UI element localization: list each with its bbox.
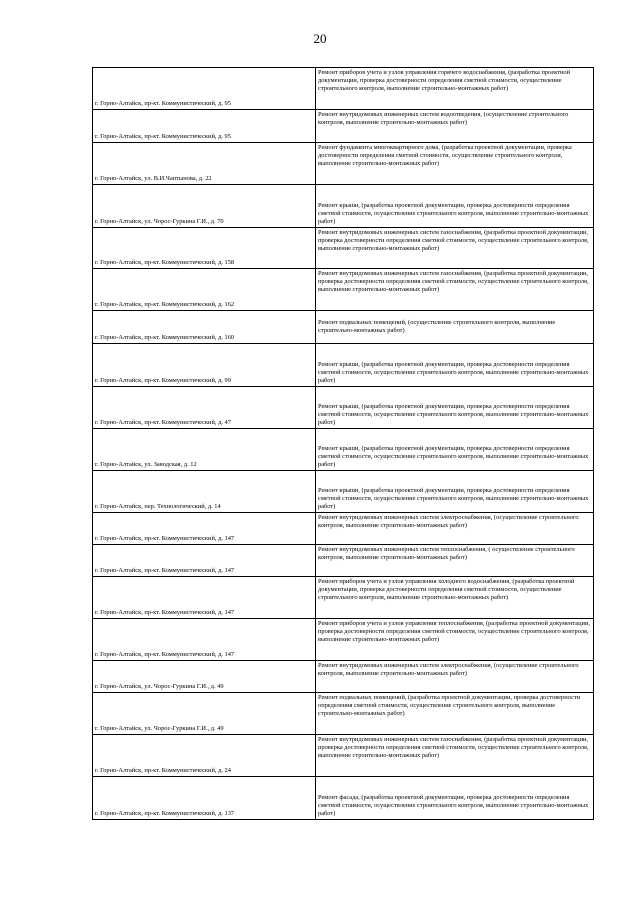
table-row <box>93 619 594 661</box>
address-cell: г. Горно-Алтайск, ул. Чорос-Гуркина Г.И., д. 49 <box>93 693 316 735</box>
work-cell: Ремонт внутридомовых инженерных систем электроснабжения, (осуществление строительного контроля, выполнение строительно-монтажных работ) <box>316 513 594 545</box>
work-cell: Ремонт крыши, (разработка проектной документации, проверка достоверности определения сметной стоимости, осуществление строительного контроля, выполнение строительно-монтажных работ) <box>316 429 594 471</box>
work-cell: Ремонт подвальных помещений, (разработка проектной документации, проверка достоверности определения сметной стоимости, осуществление строительного контроля, выполнение строительно-монтажных работ) <box>316 693 594 735</box>
address-cell: г. Горно-Алтайск, ул. Чорос-Гуркина Г.И., д. 49 <box>93 661 316 693</box>
table-row <box>93 68 594 110</box>
repair-works-table <box>92 67 594 820</box>
table-row <box>93 513 594 545</box>
address-cell: г. Горно-Алтайск, ул. В.И.Чаптынова, д. 22 <box>93 143 316 185</box>
work-cell: Ремонт приборов учета и узлов управления теплоснабжения, (разработка проектной документации, проверка достоверности определения сметной стоимости, осуществление строительного контроля, выполнение строительно-монтажных работ) <box>316 619 594 661</box>
address-cell: г. Горно-Алтайск, пр-кт. Коммунистический, д. 147 <box>93 545 316 577</box>
address-cell: г. Горно-Алтайск, пр-кт. Коммунистический, д. 99 <box>93 344 316 387</box>
address-cell: г. Горно-Алтайск, пр-кт. Коммунистический, д. 47 <box>93 387 316 429</box>
table-row <box>93 228 594 269</box>
work-cell: Ремонт фундамента многоквартирного дома, (разработка проектной документации, проверка достоверности определения сметной стоимости, осуществление строительного контроля, выполнение строительно-монтажных работ) <box>316 143 594 185</box>
work-cell: Ремонт фасада, (разработка проектной документации, проверка достоверности определения сметной стоимости, осуществление строительного контроля, выполнение строительно-монтажных работ) <box>316 777 594 820</box>
work-cell: Ремонт внутридомовых инженерных систем газоснабжения, (разработка проектной документации, проверка достоверности определения сметной стоимости, осуществление строительного контроля, выполнение строительно-монтажных работ) <box>316 735 594 777</box>
table-row <box>93 471 594 513</box>
table-row <box>93 344 594 387</box>
address-cell: г. Горно-Алтайск, пер. Технологический, д. 14 <box>93 471 316 513</box>
address-cell: г. Горно-Алтайск, ул. Чорос-Гуркина Г.И., д. 70 <box>93 185 316 228</box>
address-cell: г. Горно-Алтайск, пр-кт. Коммунистический, д. 147 <box>93 577 316 619</box>
table-row <box>93 429 594 471</box>
work-cell: Ремонт крыши, (разработка проектной документации, проверка достоверности определения сметной стоимости, осуществление строительного контроля, выполнение строительно-монтажных работ) <box>316 185 594 228</box>
address-cell: г. Горно-Алтайск, пр-кт. Коммунистический, д. 162 <box>93 269 316 311</box>
address-cell: г. Горно-Алтайск, ул. Заводская, д. 12 <box>93 429 316 471</box>
work-cell: Ремонт крыши, (разработка проектной документации, проверка достоверности определения сметной стоимости, осуществление строительного контроля, выполнение строительно-монтажных работ) <box>316 344 594 387</box>
work-cell: Ремонт крыши, (разработка проектной документации, проверка достоверности определения сметной стоимости, осуществление строительного контроля, выполнение строительно-монтажных работ) <box>316 471 594 513</box>
work-cell: Ремонт внутридомовых инженерных систем газоснабжения, (разработка проектной документации, проверка достоверности определения сметной стоимости, осуществление строительного контроля, выполнение строительно-монтажных работ) <box>316 228 594 269</box>
work-cell: Ремонт приборов учета и узлов управления холодного водоснабжения, (разработка проектной документации, проверка достоверности определения сметной стоимости, осуществление строительного контроля, выполнение строительно-монтажных работ) <box>316 577 594 619</box>
table-row <box>93 185 594 228</box>
table-row <box>93 269 594 311</box>
table-body <box>93 68 594 820</box>
address-cell: г. Горно-Алтайск, пр-кт. Коммунистический, д. 95 <box>93 110 316 143</box>
page-number: 20 <box>313 31 327 46</box>
table-row <box>93 577 594 619</box>
address-cell: г. Горно-Алтайск, пр-кт. Коммунистический, д. 137 <box>93 777 316 820</box>
work-cell: Ремонт подвальных помещений, (осуществление строительного контроля, выполнение строительно-монтажных работ) <box>316 311 594 344</box>
work-cell: Ремонт внутридомовых инженерных систем газоснабжения, (разработка проектной документации, проверка достоверности определения сметной стоимости, осуществление строительного контроля, выполнение строительно-монтажных работ) <box>316 269 594 311</box>
table-row <box>93 311 594 344</box>
work-cell: Ремонт внутридомовых инженерных систем теплоснабжения, ( осуществление строительного контроля, выполнение строительно-монтажных работ) <box>316 545 594 577</box>
address-cell: г. Горно-Алтайск, пр-кт. Коммунистический, д. 24 <box>93 735 316 777</box>
table-row <box>93 387 594 429</box>
table-row <box>93 545 594 577</box>
table-row <box>93 661 594 693</box>
table-row <box>93 735 594 777</box>
address-cell: г. Горно-Алтайск, пр-кт. Коммунистический, д. 160 <box>93 311 316 344</box>
work-cell: Ремонт внутридомовых инженерных систем электроснабжения, (осуществление строительного контроля, выполнение строительно-монтажных работ) <box>316 661 594 693</box>
table-row <box>93 777 594 820</box>
address-cell: г. Горно-Алтайск, пр-кт. Коммунистический, д. 158 <box>93 228 316 269</box>
address-cell: г. Горно-Алтайск, пр-кт. Коммунистический, д. 95 <box>93 68 316 110</box>
work-cell: Ремонт внутридомовых инженерных систем водоотведения, (осуществление строительного контроля, выполнение строительно-монтажных работ) <box>316 110 594 143</box>
table-row <box>93 143 594 185</box>
address-cell: г. Горно-Алтайск, пр-кт. Коммунистический, д. 147 <box>93 619 316 661</box>
address-cell: г. Горно-Алтайск, пр-кт. Коммунистический, д. 147 <box>93 513 316 545</box>
table-row <box>93 110 594 143</box>
work-cell: Ремонт крыши, (разработка проектной документации, проверка достоверности определения сметной стоимости, осуществление строительного контроля, выполнение строительно-монтажных работ) <box>316 387 594 429</box>
table-row <box>93 693 594 735</box>
work-cell: Ремонт приборов учета и узлов управления горячего водоснабжения, (разработка проектной документации, проверка достоверности определения сметной стоимости, осуществление строительного контроля, выполнение строительно-монтажных работ) <box>316 68 594 110</box>
